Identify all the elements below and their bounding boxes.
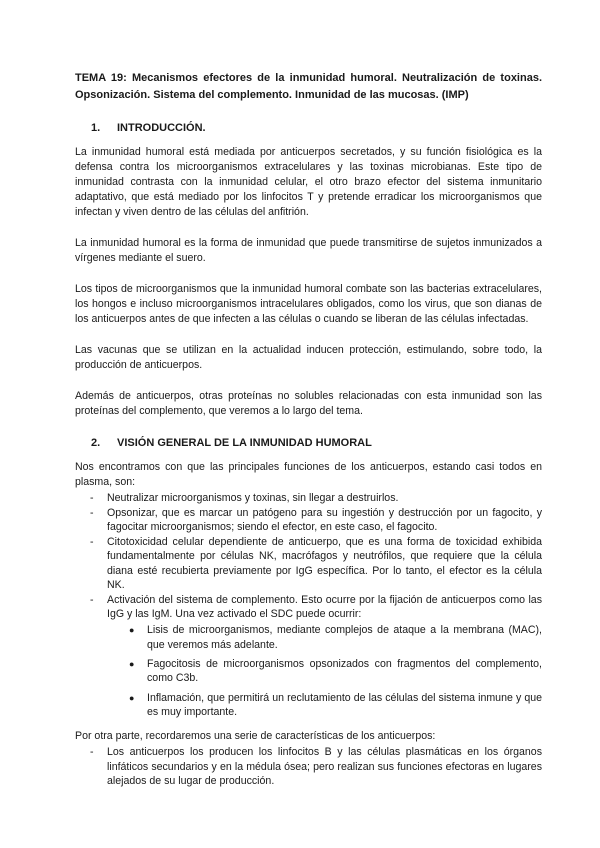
paragraph: Los tipos de microorganismos que la inmunidad humoral combate son las bacterias extracelulares, los hongos e incluso microorganismos intracelulares obligados, como los virus, que son dianas de los anticuerpos antes de que infecten a las células o cuando se liberan de las células infectadas. <box>75 283 542 325</box>
sub-list-item-text: Lisis de microorganismos, mediante complejos de ataque a la membrana (MAC), que veremos más adelante. <box>147 624 542 651</box>
paragraph: Las vacunas que se utilizan en la actualidad inducen protección, estimulando, sobre todo, la producción de anticuerpos. <box>75 344 542 371</box>
document-page <box>75 70 542 797</box>
sub-list-item <box>107 691 542 720</box>
section-title: VISIÓN GENERAL DE LA INMUNIDAD HUMORAL <box>117 437 372 449</box>
antibody-features-list <box>75 745 542 788</box>
bullet-icon: ● <box>129 692 135 703</box>
list-item-text: Opsonizar, que es marcar un patógeno para su ingestión y destrucción por un fagocito, y fagocitar microorganismos; siendo el efector, en este caso, el fagocito. <box>107 506 542 534</box>
dash-marker: - <box>90 746 94 759</box>
list-item-text: Los anticuerpos los producen los linfocitos B y las células plasmáticas en los órganos linfáticos secundarios y en la médula ósea; pero realizan sus funciones efectoras en lugares alejados de su lugar de producción. <box>107 746 542 787</box>
list-item <box>75 593 542 719</box>
list-item-text: Neutralizar microorganismos y toxinas, sin llegar a destruirlos. <box>107 492 399 504</box>
functions-list <box>75 491 542 719</box>
dash-marker: - <box>90 506 94 519</box>
section-title: INTRODUCCIÓN. <box>117 122 206 134</box>
list-item <box>75 491 542 505</box>
dash-marker: - <box>90 593 94 606</box>
section-number: 1. <box>91 122 101 134</box>
dash-marker: - <box>90 492 94 504</box>
sub-list-item <box>107 623 542 652</box>
list-item <box>75 506 542 535</box>
sub-list-item-text: Inflamación, que permitirá un reclutamiento de las células del sistema inmune y que es muy importante. <box>147 691 542 718</box>
paragraph: Además de anticuerpos, otras proteínas no solubles relacionadas con esta inmunidad son las proteínas del complemento, que veremos a lo largo del tema. <box>75 390 542 417</box>
bullet-icon: ● <box>129 659 135 670</box>
paragraph: Por otra parte, recordaremos una serie de características de los anticuerpos: <box>75 730 436 743</box>
paragraph: Nos encontramos con que las principales funciones de los anticuerpos, estando casi todos en plasma, son: <box>75 461 542 488</box>
section-heading-introduccion <box>75 120 542 136</box>
list-item-text: Citotoxicidad celular dependiente de anticuerpo, que es una forma de toxicidad exhibida fundamentalmente por células NK, macrófagos y neutrófilos, que requiere que la célula diana esté recubierta previamente por IgG específica. Por lo tanto, el efector es la célula NK. <box>107 536 542 591</box>
list-item <box>75 745 542 788</box>
section-heading-vision-general <box>75 435 542 451</box>
sub-list-item <box>107 657 542 686</box>
section-number: 2. <box>91 437 101 449</box>
list-item-text: Activación del sistema de complemento. Esto ocurre por la fijación de anticuerpos como las IgG y las IgM. Una vez activado el SDC puede ocurrir: <box>107 593 542 621</box>
complement-effects-list <box>107 623 542 719</box>
paragraph: La inmunidad humoral es la forma de inmunidad que puede transmitirse de sujetos inmunizados a vírgenes mediante el suero. <box>75 237 542 264</box>
document-title: TEMA 19: Mecanismos efectores de la inmunidad humoral. Neutralización de toxinas. Opsonización. Sistema del complemento. Inmunidad de las mucosas. (IMP) <box>75 72 542 101</box>
paragraph: La inmunidad humoral está mediada por anticuerpos secretados, y su función fisiológica es la defensa contra los microorganismos extracelulares y las toxinas microbianas. Este tipo de inmunidad contrasta con la inmunidad celular, el otro brazo efector del sistema inmunitario adaptativo, que está mediado por los linfocitos T y pretende erradicar los microorganismos que infectan y viven dentro de las células del anfitrión. <box>75 146 542 218</box>
list-item <box>75 535 542 592</box>
dash-marker: - <box>90 536 94 549</box>
sub-list-item-text: Fagocitosis de microorganismos opsonizados con fragmentos del complemento, como C3b. <box>147 658 542 685</box>
bullet-icon: ● <box>129 625 135 636</box>
